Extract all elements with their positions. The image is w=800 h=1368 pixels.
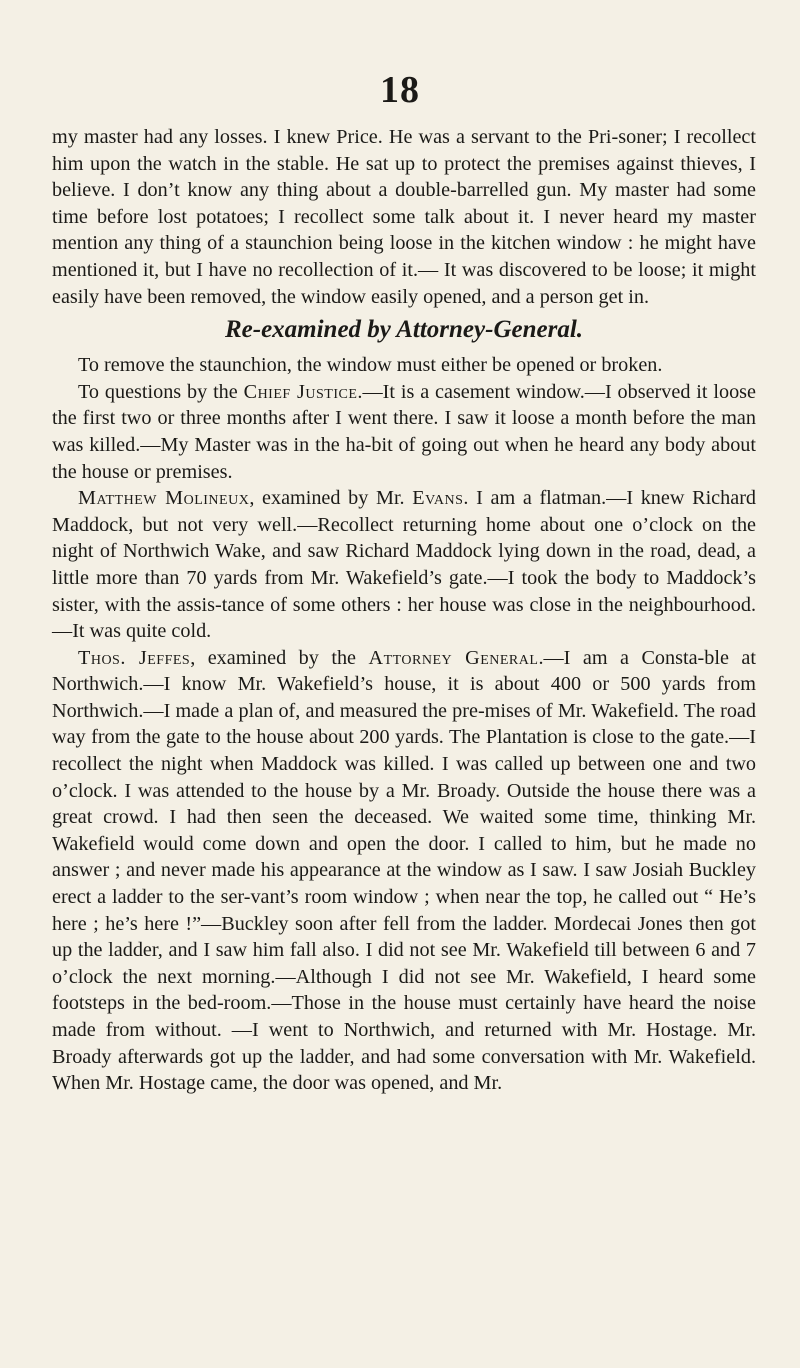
page-number: 18 — [380, 69, 420, 111]
jeffes-mid: , examined by the — [190, 646, 369, 669]
chief-justice-label: Chief Justice — [243, 380, 358, 403]
witness-name-jeffes: Thos. Jeffes — [78, 646, 191, 669]
section-heading: Re-examined by Attorney-General. — [224, 316, 584, 344]
jeffes-paragraph — [52, 645, 756, 1097]
jeffes-text: .—I am a Consta-ble at Northwich.—I know Mr. Wakefield’s house, it is about 400 or 500 yards from Northwich.—I made a plan of, and measured the pre-mises of Mr. Wakefield. The road way from the gate to the house about 200 yards. The Plantation is close to the gate.—I recollect the night when Maddock was killed. I was called up between one and two o’clock. I was attended to the house by a Mr. Broady. Outside the house there was a great crowd. I had then seen the deceased. We waited some time, thinking Mr. Wakefield would come down and open the door. I called to him, but he made no answer ; and never made his appearance at the window as I saw. I saw Josiah Buckley erect a ladder to the ser-vant’s room window ; when near the top, he called out “ He’s here ; he’s here !”—Buckley soon after fell from the ladder. Mordecai Jones then got up the ladder, and I saw him fall also. I did not see Mr. Wakefield till between 6 and 7 o’clock the next morning.—Although I did not see Mr. Wakefield, I heard some footsteps in the bed-room.—Those in the house must certainly have heard the noise made from without. —I went to Northwich, and returned with Mr. Hostage. Mr. Broady afterwards got up the ladder, and had some conversation with Mr. Wakefield. When Mr. Hostage came, the door was opened, and Mr. — [52, 646, 756, 1095]
chief-justice-paragraph — [52, 379, 756, 485]
body-text — [52, 124, 756, 1097]
chief-justice-prefix: To questions by the — [78, 380, 244, 403]
molineux-mid: , examined by Mr. — [249, 487, 413, 510]
witness-name-molineux: Matthew Molineux — [78, 487, 250, 510]
reexam-paragraph: To remove the staunchion, the window must either be opened or broken. — [78, 354, 663, 377]
examiner-evans: Evans — [412, 487, 464, 510]
opening-paragraph: my master had any losses. I knew Price. He was a servant to the Pri-soner; I recollect him upon the watch in the stable. He sat up to protect the premises against thieves, I believe. I don’t know any thing about a double-barrelled gun. My master had some time before lost potatoes; I recollect some talk about it. I never heard my master mention any thing of a staunchion being loose in the kitchen window : he might have mentioned it, but I have no recollection of it.— It was discovered to be loose; it might easily have been removed, the window easily opened, and a person get in. — [52, 126, 756, 308]
molineux-text: . I am a flatman.—I knew Richard Maddock, but not very well.—Recollect returning home about one o’clock on the night of Northwich Wake, and saw Richard Maddock lying down in the road, dead, a little more than 70 yards from Mr. Wakefield’s gate.—I took the body to Maddock’s sister, with the assis-tance of some others : her house was close in the neighbourhood.—It was quite cold. — [52, 487, 757, 643]
molineux-paragraph — [52, 485, 756, 645]
examiner-attorney-general: Attorney General — [368, 646, 539, 669]
chief-justice-text: .—It is a casement window.—I observed it loose the first two or three months after I went there. I saw it loose a month before the man was killed.—My Master was in the ha-bit of going out when he heard any body about the house or premises. — [52, 380, 756, 483]
